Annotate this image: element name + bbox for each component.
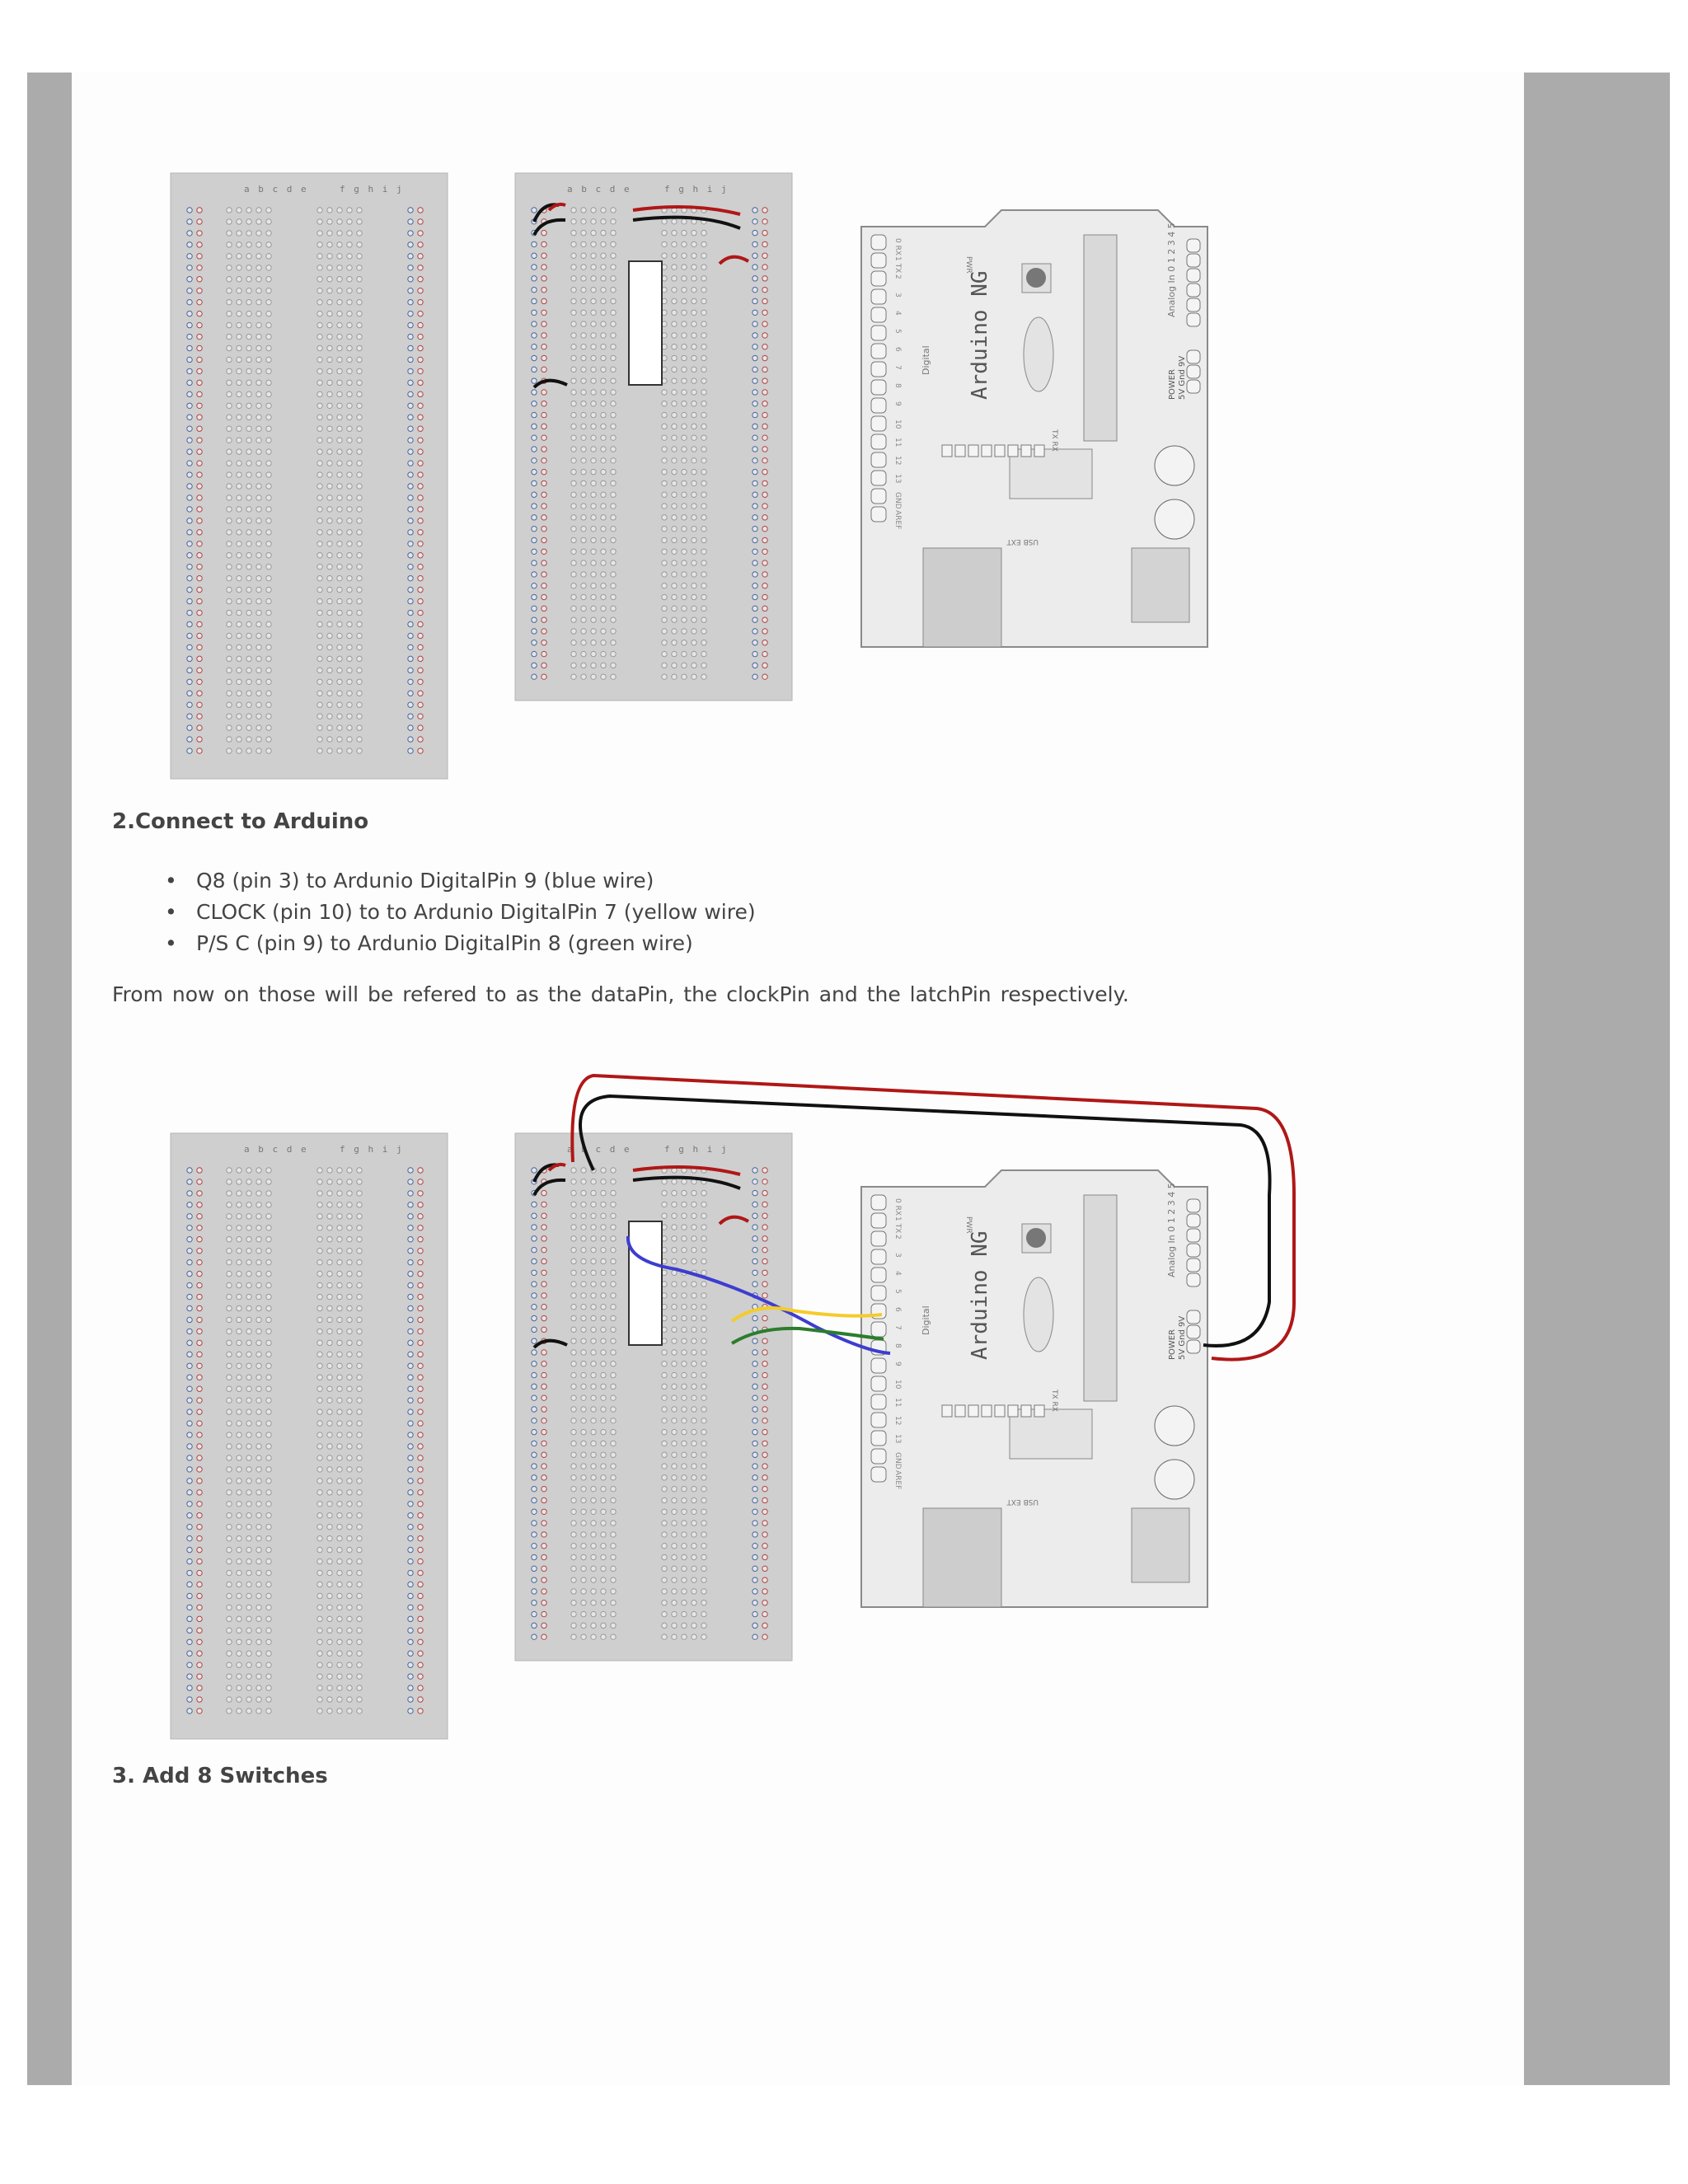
arduino-analog-label: Analog In 0 1 2 3 4 5 bbox=[1166, 223, 1177, 317]
shift-register-chip bbox=[629, 261, 662, 385]
arduino-pwr-label: PWR bbox=[964, 1216, 973, 1234]
arduino-icsp-label: USB EXT bbox=[1006, 537, 1039, 546]
arduino-txrx-label: TX RX bbox=[1050, 429, 1058, 452]
wire-list-item: • CLOCK (pin 10) to to Ardunio DigitalPin 7 (yellow wire) bbox=[165, 897, 756, 928]
arduino-icsp-label: USB EXT bbox=[1006, 1497, 1039, 1506]
arduino-digital-pin-label: 8 bbox=[893, 1343, 902, 1348]
shift-register-chip bbox=[629, 1221, 662, 1345]
arduino-power-pins: 5V Gnd 9V bbox=[1178, 355, 1187, 400]
arduino-digital-pin-label: 13 bbox=[893, 1434, 902, 1444]
arduino-digital-pin-label: 0 RX bbox=[893, 1198, 902, 1216]
arduino-digital-pin-label: 6 bbox=[893, 1307, 902, 1312]
breadboard-columns-left: a b c d e bbox=[244, 1144, 308, 1155]
breadboard-columns-right: f g h i j bbox=[340, 1144, 404, 1155]
breadboard2-columns-left: a b c d e bbox=[567, 184, 631, 194]
arduino-power-label: POWER bbox=[1168, 368, 1177, 400]
left-gutter bbox=[27, 73, 72, 2085]
arduino-digital-pin-label: 6 bbox=[893, 347, 902, 352]
wire-list-item: • P/S C (pin 9) to Ardunio DigitalPin 8 (green wire) bbox=[165, 928, 756, 959]
section-heading-switches: 3. Add 8 Switches bbox=[112, 1764, 328, 1788]
arduino-digital-pin-label: 4 bbox=[893, 1271, 902, 1276]
arduino-name: Arduino NG bbox=[968, 1230, 992, 1360]
arduino-power-pins: 5V Gnd 9V bbox=[1178, 1315, 1187, 1360]
arduino-digital-pin-label: GND bbox=[893, 492, 902, 509]
arduino-digital-pin-label: 9 bbox=[893, 401, 902, 406]
arduino-digital-pin-label: 10 bbox=[893, 419, 902, 429]
arduino-digital-pin-label: GND bbox=[893, 1452, 902, 1469]
arduino-power-label: POWER bbox=[1168, 1329, 1177, 1360]
arduino-digital-pin-label: 12 bbox=[893, 1416, 902, 1426]
breadboard2-columns-right: f g h i j bbox=[664, 1144, 729, 1155]
arduino-board bbox=[861, 210, 1207, 647]
paragraph-pin-names: From now on those will be refered to as the dataPin, the clockPin and the latchPin respectively. bbox=[112, 982, 1129, 1006]
arduino-name: Arduino NG bbox=[968, 270, 992, 400]
arduino-digital-pin-label: 8 bbox=[893, 383, 902, 388]
arduino-digital-pin-label: 7 bbox=[893, 1325, 902, 1330]
figure-arduino-connection bbox=[165, 1063, 1335, 1747]
arduino-digital-pin-label: 9 bbox=[893, 1361, 902, 1366]
breadboard2-columns-left: a b c d e bbox=[567, 1144, 631, 1155]
arduino-digital-pin-label: 3 bbox=[893, 1253, 902, 1258]
arduino-digital-pin-label: AREF bbox=[893, 510, 902, 530]
arduino-digital-pin-label: 4 bbox=[893, 311, 902, 316]
arduino-digital-label: Digital bbox=[921, 1305, 931, 1335]
right-gutter bbox=[1524, 73, 1670, 2085]
section-heading-connect: 2.Connect to Arduino bbox=[112, 809, 369, 834]
arduino-digital-pin-label: 13 bbox=[893, 474, 902, 484]
wire-list-item: • Q8 (pin 3) to Ardunio DigitalPin 9 (blue wire) bbox=[165, 865, 756, 897]
breadboard-empty bbox=[171, 1133, 448, 1739]
arduino-digital-pin-label: 3 bbox=[893, 293, 902, 298]
arduino-analog-label: Analog In 0 1 2 3 4 5 bbox=[1166, 1183, 1177, 1277]
breadboard-empty bbox=[171, 173, 448, 779]
breadboard2-columns-right: f g h i j bbox=[664, 184, 729, 194]
breadboard-with-chip bbox=[515, 1133, 792, 1661]
arduino-digital-pin-label: AREF bbox=[893, 1470, 902, 1490]
breadboard-columns-left: a b c d e bbox=[244, 184, 308, 194]
arduino-board bbox=[861, 1170, 1207, 1607]
arduino-digital-pin-label: 5 bbox=[893, 329, 902, 334]
arduino-digital-pin-label: 1 TX bbox=[893, 1216, 902, 1234]
arduino-digital-pin-label: 11 bbox=[893, 1398, 902, 1408]
arduino-digital-pin-label: 2 bbox=[893, 274, 902, 279]
arduino-digital-label: Digital bbox=[921, 345, 931, 375]
arduino-txrx-label: TX RX bbox=[1050, 1390, 1058, 1412]
arduino-digital-pin-label: 11 bbox=[893, 438, 902, 448]
breadboard-with-chip bbox=[515, 173, 792, 701]
breadboard-columns-right: f g h i j bbox=[340, 184, 404, 194]
arduino-digital-pin-label: 5 bbox=[893, 1289, 902, 1294]
wire-list bbox=[165, 865, 756, 959]
arduino-digital-pin-label: 0 RX bbox=[893, 238, 902, 256]
arduino-digital-pin-label: 10 bbox=[893, 1380, 902, 1390]
arduino-pwr-label: PWR bbox=[964, 256, 973, 274]
arduino-digital-pin-label: 7 bbox=[893, 365, 902, 370]
figure-breadboard-setup bbox=[165, 169, 1236, 787]
arduino-digital-pin-label: 2 bbox=[893, 1235, 902, 1240]
arduino-digital-pin-label: 12 bbox=[893, 456, 902, 466]
arduino-digital-pin-label: 1 TX bbox=[893, 256, 902, 274]
